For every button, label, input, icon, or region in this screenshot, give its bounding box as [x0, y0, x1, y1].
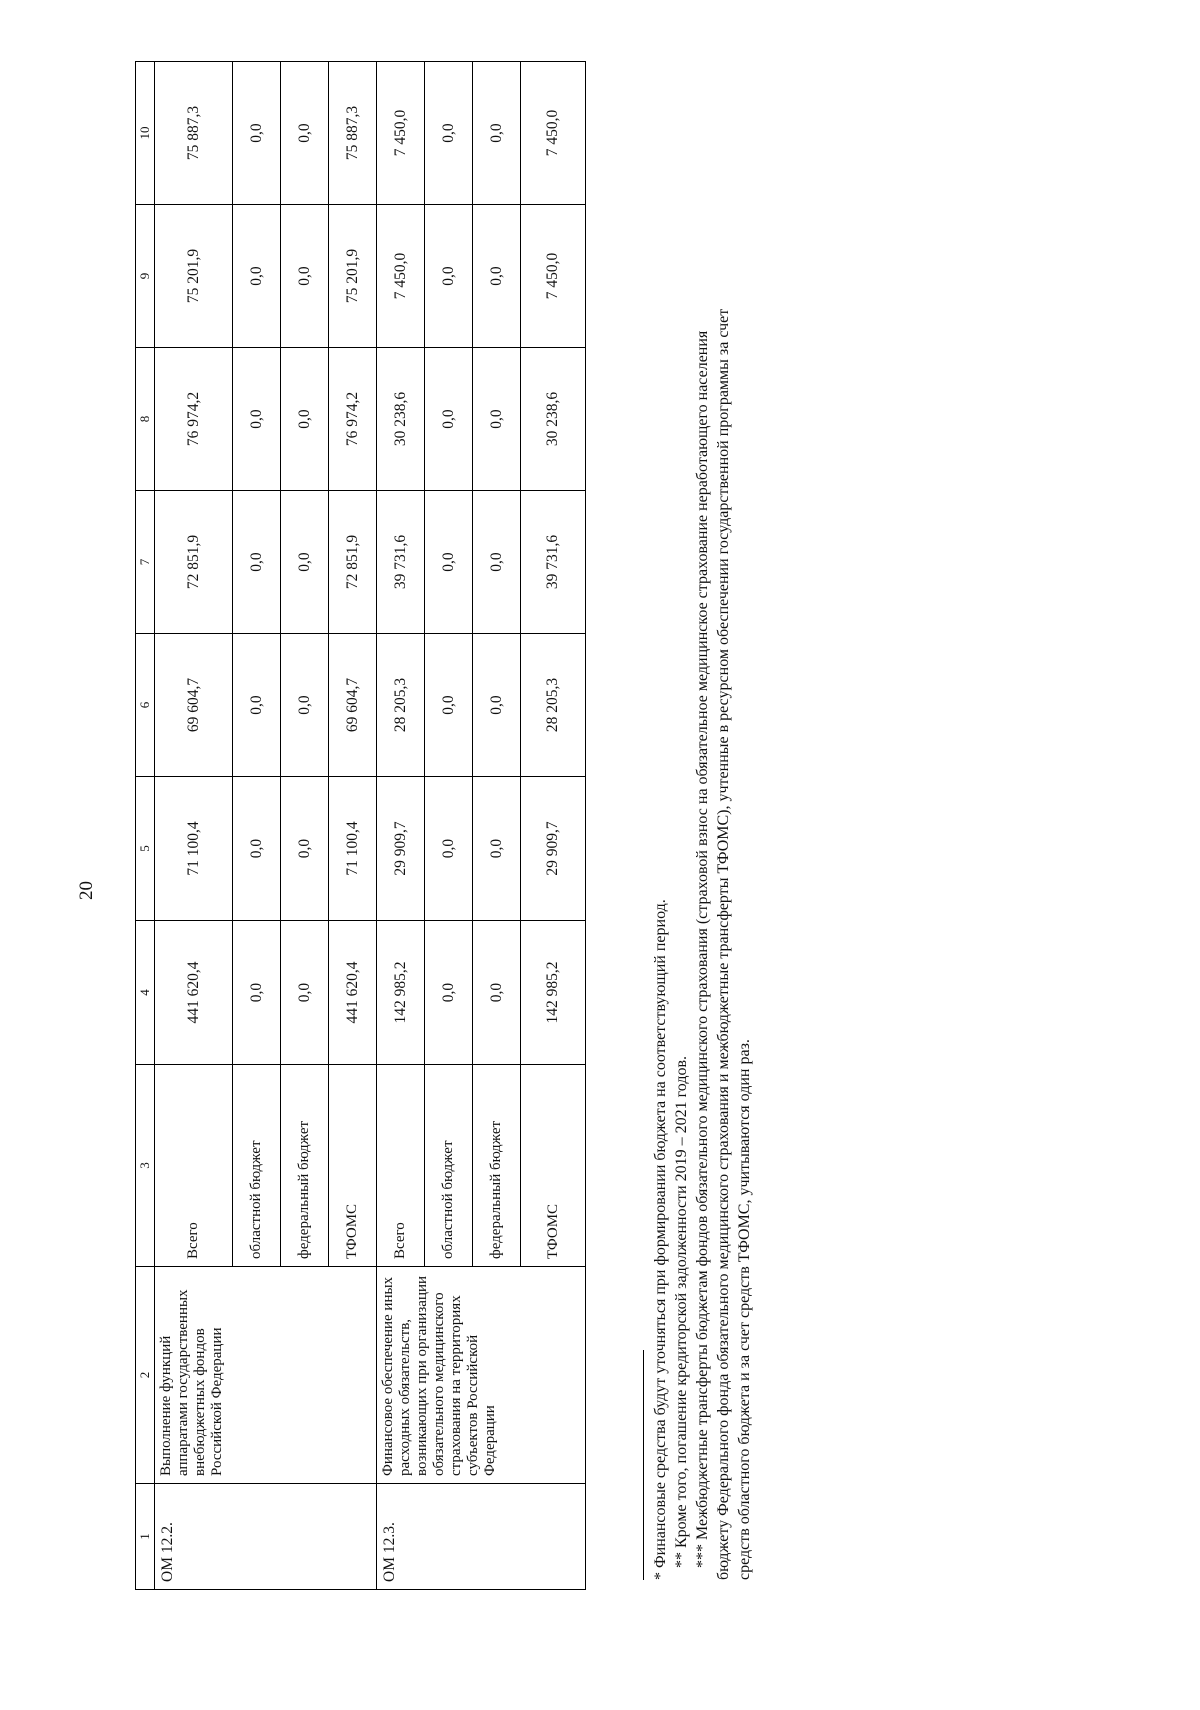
value-cell: 0,0	[233, 777, 281, 921]
value-cell: 0,0	[281, 921, 329, 1065]
column-header: 2	[136, 1267, 155, 1484]
footnote-divider	[643, 1350, 644, 1580]
column-header: 9	[136, 205, 155, 348]
column-header: 10	[136, 62, 155, 205]
footnotes	[650, 60, 755, 1580]
measure-name: Выполнение функций аппаратами государственных внебюджетных фондов Российской Федерации	[155, 1267, 377, 1484]
funding-source: федеральный бюджет	[281, 1065, 329, 1267]
funding-source: областной бюджет	[425, 1065, 473, 1267]
measure-code: ОМ 12.3.	[377, 1484, 586, 1590]
value-cell: 0,0	[281, 634, 329, 777]
column-header: 7	[136, 491, 155, 634]
value-cell: 71 100,4	[155, 777, 233, 921]
value-cell: 0,0	[473, 921, 521, 1065]
value-cell: 28 205,3	[377, 634, 425, 777]
value-cell: 39 731,6	[377, 491, 425, 634]
value-cell: 441 620,4	[155, 921, 233, 1065]
value-cell: 0,0	[281, 491, 329, 634]
funding-source: областной бюджет	[233, 1065, 281, 1267]
column-number-row	[136, 62, 155, 1590]
value-cell: 0,0	[233, 205, 281, 348]
value-cell: 75 887,3	[155, 62, 233, 205]
value-cell: 0,0	[281, 777, 329, 921]
funding-source: федеральный бюджет	[473, 1065, 521, 1267]
value-cell: 76 974,2	[329, 348, 377, 491]
value-cell: 0,0	[425, 491, 473, 634]
value-cell: 75 887,3	[329, 62, 377, 205]
value-cell: 28 205,3	[521, 634, 586, 777]
value-cell: 69 604,7	[329, 634, 377, 777]
value-cell: 75 201,9	[155, 205, 233, 348]
value-cell: 0,0	[473, 62, 521, 205]
column-header: 1	[136, 1484, 155, 1590]
value-cell: 0,0	[473, 348, 521, 491]
value-cell: 0,0	[233, 921, 281, 1065]
value-cell: 0,0	[233, 491, 281, 634]
value-cell: 142 985,2	[521, 921, 586, 1065]
value-cell: 441 620,4	[329, 921, 377, 1065]
value-cell: 0,0	[233, 62, 281, 205]
value-cell: 0,0	[233, 348, 281, 491]
resource-table	[135, 61, 586, 1590]
value-cell: 0,0	[281, 348, 329, 491]
value-cell: 29 909,7	[521, 777, 586, 921]
column-header: 4	[136, 921, 155, 1065]
value-cell: 0,0	[425, 348, 473, 491]
measure-code: ОМ 12.2.	[155, 1484, 377, 1590]
value-cell: 0,0	[473, 205, 521, 348]
value-cell: 30 238,6	[521, 348, 586, 491]
column-header: 5	[136, 777, 155, 921]
footnote-3-line-1: *** Межбюджетные трансферты бюджетам фондов обязательного медицинского страхования (страховой взнос на обязательное медицинское страхование неработающего населения	[694, 330, 711, 1568]
value-cell: 7 450,0	[377, 62, 425, 205]
value-cell: 39 731,6	[521, 491, 586, 634]
column-header: 3	[136, 1065, 155, 1267]
value-cell: 7 450,0	[521, 62, 586, 205]
measure-name: Финансовое обеспечение иных расходных обязательств, возникающих при организации обязательного медицинского страхования на территориях субъектов Российской Федерации	[377, 1267, 586, 1484]
table-row	[155, 62, 233, 1590]
funding-source: Всего	[377, 1065, 425, 1267]
footnote-2: ** Кроме того, погашение кредиторской задолженности 2019 – 2021 годов.	[673, 1055, 690, 1568]
value-cell: 0,0	[473, 777, 521, 921]
value-cell: 69 604,7	[155, 634, 233, 777]
value-cell: 0,0	[233, 634, 281, 777]
table-row	[377, 62, 425, 1590]
value-cell: 71 100,4	[329, 777, 377, 921]
value-cell: 0,0	[473, 634, 521, 777]
value-cell: 0,0	[425, 62, 473, 205]
value-cell: 0,0	[425, 777, 473, 921]
funding-source: Всего	[155, 1065, 233, 1267]
value-cell: 29 909,7	[377, 777, 425, 921]
value-cell: 0,0	[281, 62, 329, 205]
value-cell: 7 450,0	[377, 205, 425, 348]
value-cell: 76 974,2	[155, 348, 233, 491]
value-cell: 0,0	[425, 921, 473, 1065]
value-cell: 7 450,0	[521, 205, 586, 348]
value-cell: 75 201,9	[329, 205, 377, 348]
value-cell: 30 238,6	[377, 348, 425, 491]
column-header: 6	[136, 634, 155, 777]
funding-source: ТФОМС	[521, 1065, 586, 1267]
value-cell: 72 851,9	[329, 491, 377, 634]
page-number: 20	[76, 881, 97, 900]
value-cell: 0,0	[473, 491, 521, 634]
funding-source: ТФОМС	[329, 1065, 377, 1267]
value-cell: 142 985,2	[377, 921, 425, 1065]
value-cell: 0,0	[281, 205, 329, 348]
value-cell: 0,0	[425, 634, 473, 777]
footnote-3-line-3: средств областного бюджета и за счет средств ТФОМС, учитываются один раз.	[736, 1039, 753, 1580]
column-header: 8	[136, 348, 155, 491]
footnote-1: * Финансовые средства будут уточняться при формировании бюджета на соответствующий период.	[652, 899, 669, 1580]
value-cell: 72 851,9	[155, 491, 233, 634]
value-cell: 0,0	[425, 205, 473, 348]
footnote-3-line-2: бюджету Федерального фонда обязательного медицинского страхования и межбюджетные трансферты ТФОМС), учтенные в ресурсном обеспечении государственной программы за счет	[715, 308, 732, 1580]
